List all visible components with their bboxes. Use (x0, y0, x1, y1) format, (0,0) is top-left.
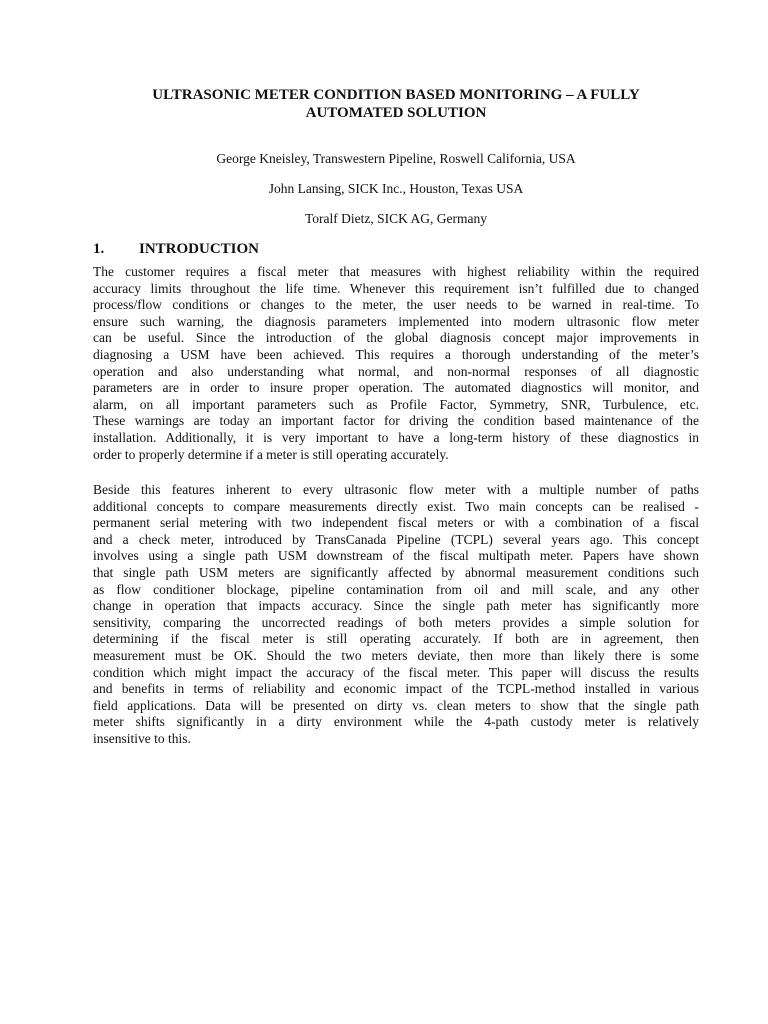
text-line: condition which might impact the accuracy of the fiscal meter. This paper will discuss the results (93, 664, 699, 680)
text-line: meter shifts significantly in a dirty environment while the 4-path custody meter is relatively (93, 714, 699, 730)
author-affiliation: Toralf Dietz, SICK AG, Germany (304, 211, 487, 226)
section-title: INTRODUCTION (139, 241, 260, 257)
text-line: process/flow conditions or changes to the meter, the user needs to be warned in real-time. To (93, 297, 699, 313)
text-line: accuracy limits throughout the life time. Whenever this requirement isn’t fulfilled due to changed (93, 280, 699, 296)
section-number: 1. (93, 241, 105, 257)
text-line: operation and also understanding what normal, and non-normal responses of all diagnostic (93, 363, 699, 379)
text-line: as flow conditioner blockage, pipeline contamination from oil and mill scale, and any other (93, 581, 699, 597)
text-line: and a check meter, introduced by TransCanada Pipeline (TCPL) several years ago. This concept (93, 531, 699, 547)
text-line: change in operation that impacts accuracy. Since the single path meter has significantly more (93, 598, 699, 614)
text-line: alarm, on all important parameters such as Profile Factor, Symmetry, SNR, Turbulence, etc. (93, 396, 699, 412)
text-line: field applications. Data will be presented on dirty vs. clean meters to show that the single path (93, 697, 699, 713)
author-affiliation: John Lansing, SICK Inc., Houston, Texas USA (268, 181, 524, 196)
text-line: additional concepts to compare measurements directly exist. Two main concepts can be realised - (93, 498, 699, 514)
text-line: permanent serial metering with two independent fiscal meters or with a combination of a fiscal (93, 515, 699, 531)
text-line: These warnings are today an important factor for driving the condition based maintenance of the (93, 413, 699, 429)
text-line: diagnosing a USM have been achieved. This requires a thorough understanding of the meter’s (93, 346, 699, 362)
text-line: determining if the fiscal meter is still operating accurately. If both are in agreement, then (93, 631, 699, 647)
text-line: and benefits in terms of reliability and economic impact of the TCPL-method installed in various (93, 681, 699, 697)
text-line: ensure such warning, the diagnosis parameters implemented into modern ultrasonic flow meter (93, 313, 699, 329)
text-line: sensitivity, comparing the uncorrected readings of both meters provides a simple solution for (93, 614, 699, 630)
body-paragraph (93, 482, 699, 748)
text-line: installation. Additionally, it is very important to have a long-term history of these diagnostics in (93, 429, 699, 445)
text-line: order to properly determine if a meter is still operating accurately. (93, 446, 449, 462)
text-line: parameters are in order to insure proper operation. The automated diagnostics will monitor, and (93, 380, 699, 396)
text-line: Beside this features inherent to every ultrasonic flow meter with a multiple number of paths (93, 482, 699, 497)
section-heading (93, 240, 699, 258)
author-affiliation: George Kneisley, Transwestern Pipeline, Roswell California, USA (216, 151, 576, 166)
text-line: insensitive to this. (93, 730, 191, 746)
text-line: that single path USM meters are significantly affected by abnormal measurement conditions such (93, 564, 699, 580)
text-line: The customer requires a fiscal meter that measures with highest reliability within the required (93, 264, 699, 279)
paper-title (93, 86, 699, 122)
title-line: ULTRASONIC METER CONDITION BASED MONITORING – A FULLY (152, 87, 640, 103)
text-line: can be useful. Since the introduction of the global diagnosis concept major improvements in (93, 330, 699, 346)
title-line: AUTOMATED SOLUTION (305, 105, 487, 121)
text-line: involves using a single path USM downstream of the fiscal multipath meter. Papers have shown (93, 548, 699, 564)
text-line: measurement must be OK. Should the two meters deviate, then more than likely there is some (93, 647, 699, 663)
body-paragraph (93, 264, 699, 463)
